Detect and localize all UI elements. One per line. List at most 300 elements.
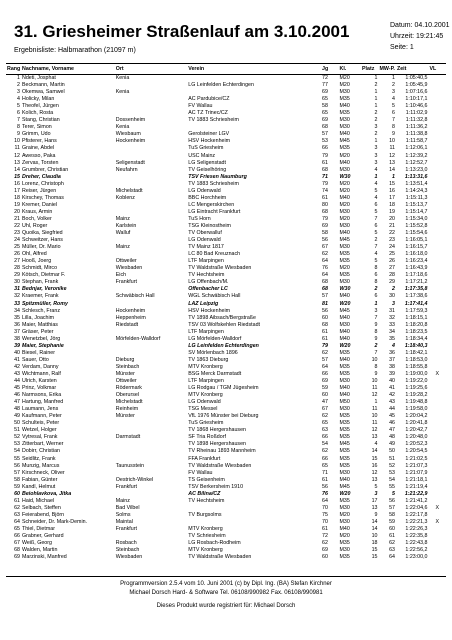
name-cell: Beiohlavkova, Jitka [22, 490, 72, 497]
club-cell: TV Waldstraße Wiesbaden [188, 554, 252, 561]
time-cell: 1:18:42,1 [405, 349, 428, 356]
class-cell: M20 [339, 215, 350, 222]
class-cell: M35 [339, 462, 350, 469]
rank-cell: 60 [14, 490, 20, 497]
place-cell: 2 [374, 110, 378, 117]
year-cell: 58 [322, 103, 328, 110]
city-cell [115, 202, 188, 209]
place-cell: 7 [374, 349, 378, 356]
time-cell: 1:17:18,6 [405, 272, 428, 279]
gender-place-cell: 1 [392, 173, 395, 180]
city-cell: Riedstadt [115, 321, 139, 328]
year-cell: 79 [322, 152, 328, 159]
name-cell: Sauer, Otto [22, 356, 49, 363]
name-cell: Kirschey, Thomas [22, 194, 64, 201]
class-cell: M40 [339, 392, 350, 399]
class-cell: M30 [339, 406, 350, 413]
year-cell: 79 [322, 180, 328, 187]
vl-cell [429, 463, 447, 470]
class-cell: W20 [339, 490, 351, 497]
city-cell [115, 174, 188, 181]
vl-cell [429, 554, 447, 561]
club-cell: TSG Messel [188, 406, 218, 413]
name-cell: Maier, Stephanie [22, 342, 64, 349]
class-cell: M30 [339, 117, 350, 124]
table-row [6, 110, 446, 117]
city-cell [115, 491, 188, 498]
vl-cell [429, 293, 447, 300]
footer-program-line: Programmversion 2.5.4 vom 10. Juni 2001 (c) by Dipl. Ing. (BA) Stefan Kirchner [120, 581, 332, 587]
vl-cell [429, 82, 447, 89]
table-row [6, 463, 446, 470]
vl-cell [429, 448, 447, 455]
rank-cell: 16 [14, 180, 20, 187]
name-cell: Zervas, Torsten [22, 159, 59, 166]
time-cell: 1:18:55,8 [405, 363, 428, 370]
time-cell: 1:19:00,0 [405, 370, 428, 377]
name-cell: Biesel, Rainer [22, 349, 55, 356]
time-cell: 1:11:36,2 [405, 124, 428, 131]
page-footer [6, 576, 446, 611]
gender-place-cell: 27 [389, 265, 395, 272]
name-cell: Beckmann, Martin [22, 82, 65, 89]
vl-cell [429, 202, 447, 209]
time-cell: 1:22:43,8 [405, 540, 428, 547]
time-cell: 1:17:41,4 [404, 300, 428, 307]
gender-place-cell: 48 [389, 434, 395, 441]
table-row [6, 174, 446, 181]
city-cell: Walluf [115, 230, 131, 237]
class-cell: M40 [339, 385, 350, 392]
time-cell: 1:20:52,3 [405, 441, 428, 448]
place-cell: 9 [374, 511, 378, 518]
time-cell: 1:20:41,8 [405, 420, 428, 427]
time-cell: 1:11:02,9 [405, 110, 428, 117]
place-cell: 6 [374, 293, 378, 300]
city-cell: Rödermark [115, 385, 142, 392]
club-cell: SF Tria Roßdorf [188, 434, 226, 441]
city-cell: Münster [115, 370, 135, 377]
table-row [6, 272, 446, 279]
rank-cell: 63 [14, 511, 20, 518]
name-cell: Dreher, Claudia [22, 173, 61, 180]
gender-place-cell: 2 [392, 286, 395, 293]
club-cell: LG Seligenstadt [188, 159, 226, 166]
rank-cell: 5 [17, 103, 20, 110]
place-cell: 6 [374, 201, 378, 208]
city-cell [115, 103, 188, 110]
class-cell: M40 [339, 314, 350, 321]
club-cell: LTF Marpingen [188, 378, 224, 385]
name-cell: Bednjar, Veronike [22, 286, 67, 293]
club-cell: FV Wallau [188, 103, 213, 110]
table-row [6, 505, 446, 512]
club-cell: AC Pardubice/CZ [188, 96, 230, 103]
class-cell: M20 [339, 187, 350, 194]
city-cell [115, 427, 188, 434]
gender-place-cell: 50 [389, 448, 395, 455]
year-cell: 80 [322, 201, 328, 208]
class-cell: M40 [339, 356, 350, 363]
club-cell: TV 1868 Hergershausen [188, 427, 246, 434]
gender-place-cell: 23 [389, 237, 395, 244]
column-header: VL [429, 64, 447, 75]
vl-cell [429, 392, 447, 399]
class-cell: M40 [339, 103, 350, 110]
class-cell: M20 [339, 152, 350, 159]
column-header: Ort [115, 64, 188, 75]
vl-cell: X [435, 370, 440, 377]
gender-place-cell: 62 [389, 540, 395, 547]
vl-cell [429, 441, 447, 448]
time-cell: 1:20:04,2 [405, 413, 428, 420]
class-cell: M40 [339, 131, 350, 138]
place-cell: 4 [374, 166, 378, 173]
city-cell [115, 343, 188, 350]
name-cell: Hooß, Joerg [22, 258, 52, 265]
club-cell: LC 80 Bad Kreuznach [188, 251, 241, 258]
class-cell: M20 [339, 180, 350, 187]
name-cell: Awesso, Paka [22, 152, 56, 159]
city-cell [115, 96, 188, 103]
city-cell [115, 448, 188, 455]
time-cell: 1:21:22,9 [404, 490, 428, 497]
class-cell: M30 [339, 321, 350, 328]
year-cell: 57 [322, 293, 328, 300]
place-cell: 15 [371, 547, 378, 554]
club-cell: LG Odenwald [188, 187, 221, 194]
name-cell: Lilla, Joachim [22, 314, 55, 321]
rank-cell: 1 [17, 75, 20, 81]
year-cell: 74 [322, 187, 328, 194]
name-cell: Grimm, Udo [22, 131, 51, 138]
table-row [6, 385, 446, 392]
gender-place-cell: 19 [389, 208, 395, 215]
year-cell: 57 [322, 131, 328, 138]
table-row [6, 138, 446, 145]
club-cell: LG Odenwald [188, 237, 221, 244]
vl-cell: X [435, 518, 440, 525]
rank-cell: 55 [14, 455, 20, 462]
gender-place-cell: 51 [389, 455, 395, 462]
column-header: Zeit [396, 64, 429, 75]
gender-place-cell: 9 [392, 131, 395, 138]
vl-cell [429, 547, 447, 554]
place-cell: 2 [374, 342, 378, 349]
year-cell: 76 [322, 265, 328, 272]
vl-cell [429, 301, 447, 308]
column-header: Platz [361, 64, 379, 75]
place-cell: 13 [371, 434, 378, 441]
year-cell: 65 [322, 420, 328, 427]
city-cell: Dossenheim [115, 117, 146, 124]
table-row [6, 322, 446, 329]
rank-cell: 4 [17, 96, 20, 103]
class-cell: M35 [339, 96, 350, 103]
vl-cell [429, 258, 447, 265]
gender-place-cell: 15 [389, 180, 395, 187]
class-cell: M35 [339, 448, 350, 455]
place-cell: 13 [371, 504, 378, 511]
rank-cell: 39 [14, 342, 20, 349]
place-cell: 3 [374, 152, 378, 159]
year-cell: 72 [322, 75, 328, 81]
place-cell: 4 [374, 194, 378, 201]
club-cell: LG Odenwald [188, 399, 221, 406]
gender-place-cell: 17 [389, 194, 395, 201]
name-cell: Kandl, Helmut [22, 483, 56, 490]
table-row [6, 160, 446, 167]
city-cell [115, 145, 188, 152]
place-cell: 3 [374, 307, 378, 314]
year-cell: 70 [322, 504, 328, 511]
club-cell: TV 1883 Schriesheim [188, 180, 239, 187]
rank-cell: 66 [14, 533, 20, 540]
table-row [6, 308, 446, 315]
class-cell: M50 [339, 399, 350, 406]
rank-cell: 17 [14, 187, 20, 194]
year-cell: 60 [322, 314, 328, 321]
city-cell: Bad Vilbel [115, 504, 140, 511]
place-cell: 10 [371, 533, 378, 540]
rank-cell: 45 [14, 385, 20, 392]
vl-cell [429, 350, 447, 357]
gender-place-cell: 3 [392, 89, 395, 96]
year-cell: 68 [322, 166, 328, 173]
rank-cell: 38 [14, 335, 20, 342]
table-row [6, 378, 446, 385]
table-row [6, 223, 446, 230]
rank-cell: 27 [14, 258, 20, 265]
city-cell: Oestrich-Winkel [115, 476, 154, 483]
city-cell [115, 153, 188, 160]
time-cell: 1:19:58,0 [405, 406, 428, 413]
city-cell: Hockenheim [115, 307, 146, 314]
time-cell: 1:21:07,9 [405, 469, 428, 476]
table-row [6, 533, 446, 540]
city-cell: Koblenz [115, 194, 135, 201]
place-cell: 8 [374, 279, 378, 286]
name-cell: Theofel, Jürgen [22, 103, 59, 110]
city-cell: Wiesbaum [115, 131, 141, 138]
place-cell: 10 [371, 413, 378, 420]
year-cell: 69 [322, 547, 328, 554]
name-cell: Stephan, Frank [22, 279, 59, 286]
name-cell: Walden, Martin [22, 547, 58, 554]
name-cell: Spitzmüller, Romy [22, 300, 68, 307]
club-cell: TV Hechtsheim [188, 272, 225, 279]
time-cell: 1:19:48,8 [405, 399, 428, 406]
year-cell: 72 [322, 533, 328, 540]
city-cell: Frankfurt [115, 526, 137, 532]
class-cell: M45 [339, 237, 350, 244]
place-cell: 15 [371, 455, 378, 462]
name-cell: Ohl, Alfred [22, 251, 47, 258]
city-cell [115, 110, 188, 117]
club-cell: LG Rosbach-Rodheim [188, 540, 241, 547]
class-cell: M35 [339, 349, 350, 356]
class-cell: M40 [339, 328, 350, 335]
vl-cell [429, 75, 447, 83]
time-cell: 1:15:34,0 [405, 215, 428, 222]
rank-cell: 24 [14, 237, 20, 244]
rank-cell: 48 [14, 406, 20, 413]
club-cell: TV Waldstraße Wiesbaden [188, 265, 252, 272]
time-cell: 1:15:13,7 [405, 201, 428, 208]
vl-cell [429, 491, 447, 498]
year-cell: 65 [322, 462, 328, 469]
club-cell [187, 505, 321, 512]
club-cell: TSG Kleinostheim [188, 222, 231, 229]
vl-cell [429, 406, 447, 413]
place-cell: 9 [374, 370, 378, 377]
column-header: MW-P. [379, 64, 397, 75]
place-cell: 4 [374, 251, 378, 258]
year-cell: 66 [322, 370, 328, 377]
name-cell: Haid, Michael [22, 497, 55, 504]
club-cell: LTF Marpingen [188, 258, 224, 265]
results-table [6, 63, 446, 561]
year-cell: 61 [322, 328, 328, 335]
city-cell [115, 181, 188, 188]
name-cell: Verdam, Danny [22, 363, 59, 370]
vl-cell [429, 145, 447, 152]
place-cell: 14 [371, 448, 378, 455]
name-cell: Terer, Simon [22, 124, 52, 131]
city-cell [115, 286, 188, 293]
place-cell: 13 [371, 476, 378, 483]
time-cell: 1:17:59,3 [405, 307, 428, 314]
place-cell: 10 [371, 356, 378, 363]
city-cell: Mainz [115, 215, 130, 222]
gender-place-cell: 3 [392, 300, 395, 307]
table-row [6, 491, 446, 498]
place-cell: 1 [374, 75, 378, 81]
place-cell: 4 [374, 180, 378, 187]
gender-place-cell: 8 [392, 124, 395, 131]
time-cell: 1:18:23,5 [405, 328, 428, 335]
table-row [6, 82, 446, 89]
class-cell: M35 [339, 497, 350, 504]
place-cell: 3 [374, 159, 378, 166]
rank-cell: 33 [14, 300, 20, 307]
year-cell: 58 [322, 230, 328, 237]
table-row [6, 181, 446, 188]
vl-cell [429, 315, 447, 322]
gender-place-cell: 58 [389, 511, 395, 518]
table-row [6, 301, 446, 308]
city-cell [115, 533, 188, 540]
place-cell: 4 [374, 441, 378, 448]
city-cell: Mörfelden-Walldorf [115, 335, 161, 342]
year-cell: 71 [322, 469, 328, 476]
year-cell: 69 [322, 117, 328, 124]
year-cell: 79 [322, 215, 328, 222]
table-row [6, 75, 446, 83]
class-cell: M35 [339, 540, 350, 547]
gender-place-cell: 24 [389, 244, 395, 251]
year-cell: 61 [322, 476, 328, 483]
class-cell: M20 [339, 265, 350, 272]
class-cell: M30 [339, 469, 350, 476]
gender-place-cell: 5 [392, 490, 395, 497]
name-cell: Kolich, Rosta [22, 110, 54, 117]
gender-place-cell: 39 [389, 370, 395, 377]
time-cell: 1:12:52,7 [405, 159, 428, 166]
vl-cell [429, 413, 447, 420]
year-cell: 62 [322, 540, 328, 547]
rank-cell: 49 [14, 413, 20, 420]
year-cell: 70 [322, 518, 328, 525]
page-header [6, 20, 450, 64]
name-cell: Prinz, Volkmar [22, 385, 57, 392]
vl-cell [429, 160, 447, 167]
vl-cell [429, 237, 447, 244]
gender-place-cell: 12 [389, 152, 395, 159]
class-cell: M30 [339, 504, 350, 511]
rank-cell: 35 [14, 314, 20, 321]
club-cell: TV Schriesheim [188, 533, 226, 540]
place-cell: 7 [374, 215, 378, 222]
club-cell: AC TZ Trinec/CZ [188, 110, 228, 117]
table-row [6, 554, 446, 561]
time-cell: 1:13:23,0 [405, 166, 428, 173]
year-cell: 62 [322, 448, 328, 455]
time-cell: 1:13:51,4 [405, 180, 428, 187]
class-cell: M20 [339, 533, 350, 540]
column-header: Verein [187, 64, 321, 75]
club-cell: LG Offenbach/M. [188, 279, 229, 286]
year-cell: 60 [322, 554, 328, 561]
year-cell: 62 [322, 349, 328, 356]
city-cell: Münster [115, 413, 135, 420]
table-row [6, 512, 446, 519]
rank-cell: 57 [14, 469, 20, 476]
column-header: Rang [6, 64, 21, 75]
vl-cell [429, 526, 447, 533]
table-row [6, 470, 446, 477]
rank-cell: 50 [14, 420, 20, 427]
page-subtitle: Ergebnisliste: Halbmarathon (21097 m) [14, 47, 136, 54]
year-cell: 81 [322, 300, 328, 307]
page-title: 31. Griesheimer Straßenlauf am 3.10.2001 [14, 22, 350, 41]
city-cell: Kenia [115, 75, 130, 81]
rank-cell: 11 [14, 145, 20, 152]
class-cell: M45 [339, 138, 350, 145]
place-cell: 15 [371, 554, 378, 561]
place-cell: 9 [374, 335, 378, 342]
rank-cell: 6 [17, 110, 20, 117]
rank-cell: 44 [14, 378, 20, 385]
year-cell: 66 [322, 455, 328, 462]
city-cell [115, 470, 188, 477]
name-cell: Feierabend, Björn [22, 511, 65, 518]
class-cell: M30 [339, 279, 350, 286]
rank-cell: 14 [14, 166, 20, 173]
city-cell: Heppenheim [115, 314, 146, 321]
city-cell: Kenia [115, 124, 130, 131]
gender-place-cell: 45 [389, 413, 395, 420]
year-cell: 66 [322, 145, 328, 152]
time-cell: 1:11:32,8 [405, 117, 428, 124]
vl-cell [429, 279, 447, 286]
gender-place-cell: 55 [389, 483, 395, 490]
vl-cell [429, 470, 447, 477]
table-row [6, 293, 446, 300]
year-cell: 57 [322, 356, 328, 363]
class-cell: M30 [339, 166, 350, 173]
class-cell: M30 [339, 518, 350, 525]
